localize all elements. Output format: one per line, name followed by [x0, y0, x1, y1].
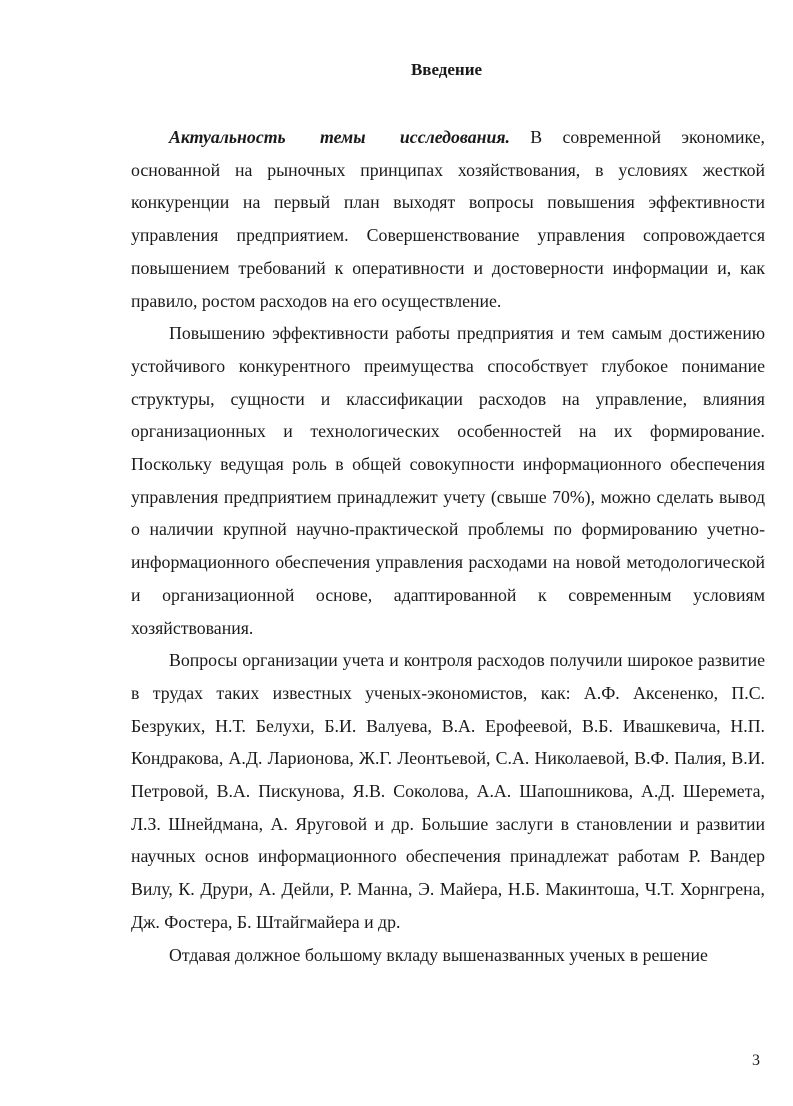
relevance-text: В современной экономике, основанной на рыночных принципах хозяйствования, в условиях жесткой конкуренции на первый план выходят вопросы повышения эффективности управления предприятием. Совершенствование управления сопровождается повышением требований к оперативности и достоверности информации и, как правило, ростом расходов на его осуществление.: [131, 127, 765, 311]
body-text: [131, 121, 765, 971]
paragraph-efficiency: Повышению эффективности работы предприятия и тем самым достижению устойчивого конкурентного преимущества способствует глубокое понимание структуры, сущности и классификации расходов на управление, влияния организационных и технологических особенностей на их формирование. Поскольку ведущая роль в общей совокупности информационного обеспечения управления предприятием принадлежит учету (свыше 70%), можно сделать вывод о наличии крупной научно-практической проблемы по формированию учетно-информационного обеспечения управления расходами на новой методологической и организационной основе, адаптированной к современным условиям хозяйствования.: [131, 323, 765, 638]
page-number: 3: [752, 1052, 760, 1069]
paragraph-relevance: [131, 121, 765, 317]
paragraph-contribution: Отдавая должное большому вкладу вышеназванных ученых в решение: [169, 944, 708, 965]
page-title: Введение: [410, 60, 483, 79]
paragraph-scholars: Вопросы организации учета и контроля расходов получили широкое развитие в трудах таких известных ученых-экономистов, как: А.Ф. Аксененко, П.С. Безруких, Н.Т. Белухи, Б.И. Валуева, В.А. Ерофеевой, В.Б. Ивашкевича, Н.П. Кондракова, А.Д. Ларионова, Ж.Г. Леонтьевой, С.А. Николаевой, В.Ф. Палия, В.И. Петровой, В.А. Пискунова, Я.В. Соколова, А.А. Шапошникова, А.Д. Шеремета, Л.З. Шнейдмана, А. Яруговой и др. Большие заслуги в становлении и развитии научных основ информационного обеспечения принадлежат работам Р. Вандер Вилу, К. Друри, А. Дейли, Р. Манна, Э. Майера, Н.Б. Макинтоша, Ч.Т. Хорнгрена, Дж. Фостера, Б. Штайгмайера и др.: [131, 650, 765, 932]
relevance-lead: Актуальность темы исследования.: [169, 127, 510, 147]
